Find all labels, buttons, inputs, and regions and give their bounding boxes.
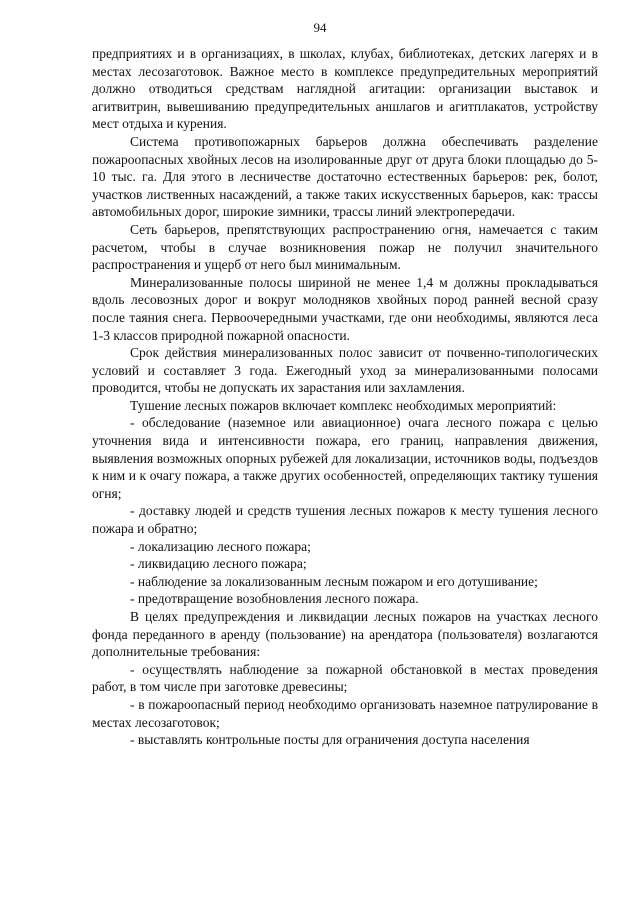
paragraph: Минерализованные полосы шириной не менее 1,4 м должны прокладываться вдоль лесовозных дорог и вокруг молодняков хвойных пород ранней весной сразу после таяния снега. Первоочередными участками, где они необходимы, являются леса 1-3 классов природной пожарной опасности. [92, 274, 598, 343]
paragraph: Срок действия минерализованных полос зависит от почвенно-типологических условий и составляет 3 года. Ежегодный уход за минерализованными полосами проводится, чтобы не допускать их зарастания или захламления. [92, 345, 598, 396]
paragraph: - доставку людей и средств тушения лесных пожаров к месту тушения лесного пожара и обратно; [92, 503, 598, 537]
page-number: 94 [313, 20, 327, 35]
paragraph: Сеть барьеров, препятствующих распространению огня, намечается с таким расчетом, чтобы в случае возникновения пожар не получил значительного распространения и ущерб от него был минимальным. [92, 221, 598, 273]
paragraph: - в пожароопасный период необходимо организовать наземное патрулирование в местах лесозаготовок; [92, 696, 598, 730]
paragraph: В целях предупреждения и ликвидации лесных пожаров на участках лесного фонда переданного в аренду (пользование) на арендатора (пользователя) возлагаются дополнительные требования: [92, 609, 598, 660]
paragraph: - обследование (наземное или авиационное) очага лесного пожара с целью уточнения вида и интенсивности пожара, его границ, направления движения, выявления возможных опорных рубежей для локализации, источников воды, подъездов к ним и к очагу пожара, а также других особенностей, определяющих тактику тушения огня; [92, 415, 598, 501]
paragraph: - выставлять контрольные посты для ограничения доступа населения [130, 732, 530, 748]
paragraph: Тушение лесных пожаров включает комплекс необходимых мероприятий: [130, 397, 557, 413]
paragraph: - наблюдение за локализованным лесным пожаром и его дотушивание; [130, 573, 538, 589]
paragraph: - осуществлять наблюдение за пожарной обстановкой в местах проведения работ, в том числе при заготовке древесины; [92, 661, 598, 695]
paragraph: - ликвидацию лесного пожара; [130, 556, 307, 572]
paragraph: - предотвращение возобновления лесного пожара. [130, 591, 419, 607]
paragraph: Система противопожарных барьеров должна обеспечивать разделение пожароопасных хвойных лесов на изолированные друг от друга блоки площадью до 5-10 тыс. га. Для этого в лесничестве достаточно естественных барьеров: рек, болот, участков лиственных насаждений, а также таких искусственных барьеров, как: трассы автомобильных дорог, широкие зимники, трассы линий электропередачи. [92, 133, 598, 220]
paragraph: - локализацию лесного пожара; [130, 538, 311, 554]
page-body [92, 45, 598, 749]
paragraph: предприятиях и в организациях, в школах, клубах, библиотеках, детских лагерях и в местах лесозаготовок. Важное место в комплексе предупредительных мероприятий должно отводиться средствам наглядной агитации: организации выставок и агитвитрин, вывешиванию предупредительных аншлагов и агитплакатов, устройству мест отдыха и курения. [92, 46, 598, 132]
